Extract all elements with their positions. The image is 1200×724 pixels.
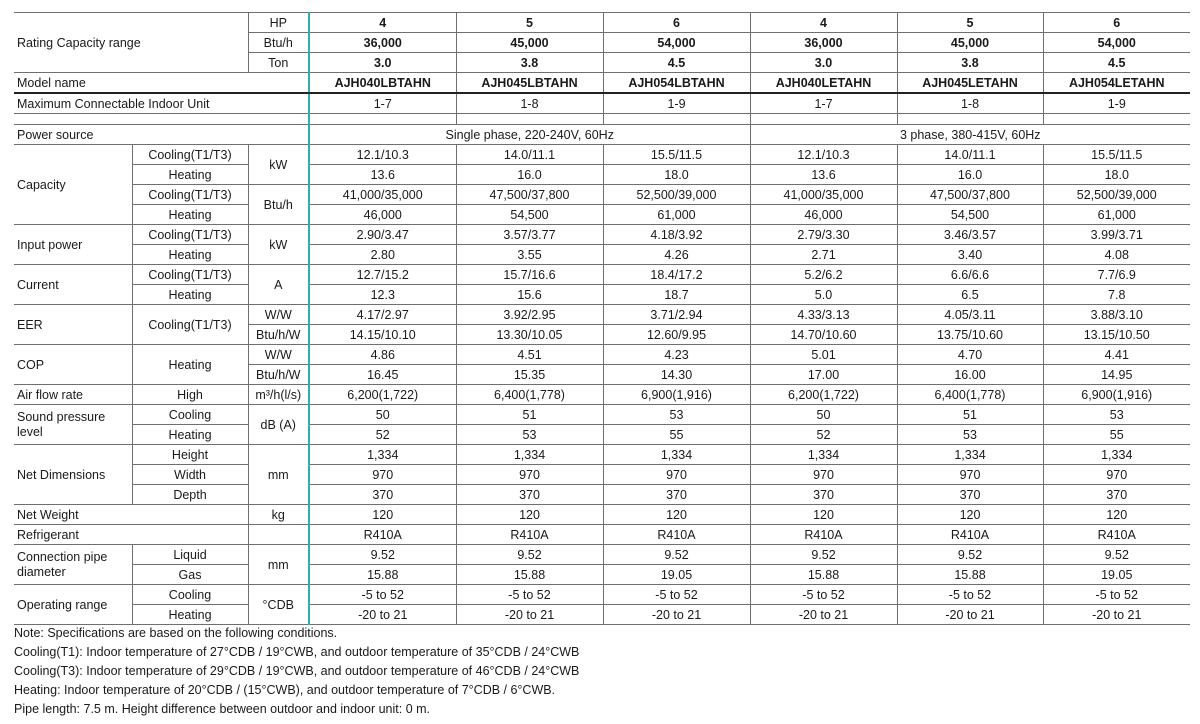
power-source-label: Power source (14, 125, 309, 145)
spec-value: 6.5 (897, 285, 1043, 305)
spec-value: 6,400(1,778) (897, 385, 1043, 405)
ton-value: 3.8 (456, 53, 603, 73)
ton-value: 3.0 (750, 53, 897, 73)
hp-value: 4 (750, 13, 897, 33)
spec-value: 14.30 (603, 365, 750, 385)
sound-pressure-row (14, 405, 1190, 425)
hp-row (14, 13, 1190, 33)
spec-value: 13.30/10.05 (456, 325, 603, 345)
spec-value: 53 (897, 425, 1043, 445)
spec-value: -5 to 52 (750, 585, 897, 605)
unit-label: Btu/h/W (248, 325, 309, 345)
condition-label: Cooling (132, 585, 248, 605)
spec-value: 4.51 (456, 345, 603, 365)
capacity-label: Capacity (14, 145, 132, 225)
note-line: Cooling(T3): Indoor temperature of 29°CDB / 19°CWB, and outdoor temperature of 46°CDB / 24°CWB (14, 664, 580, 678)
spec-value: 3.71/2.94 (603, 305, 750, 325)
spec-value: 54,500 (897, 205, 1043, 225)
hp-value: 4 (309, 13, 456, 33)
model-name: AJH040LBTAHN (309, 73, 456, 94)
unit-label (248, 525, 309, 545)
spec-value: 4.26 (603, 245, 750, 265)
condition-label: Heating (132, 205, 248, 225)
condition-label: Gas (132, 565, 248, 585)
cop-label: COP (14, 345, 132, 385)
spec-value: 1,334 (750, 445, 897, 465)
refrigerant-row (14, 525, 1190, 545)
spec-value: 370 (897, 485, 1043, 505)
model-name: AJH054LETAHN (1043, 73, 1190, 94)
spec-value: 2.90/3.47 (309, 225, 456, 245)
spec-value: 14.70/10.60 (750, 325, 897, 345)
refrigerant-label: Refrigerant (14, 525, 248, 545)
eer-label: EER (14, 305, 132, 345)
spec-value: 18.0 (1043, 165, 1190, 185)
unit-label: W/W (248, 345, 309, 365)
spec-value: 5.0 (750, 285, 897, 305)
unit-label: kg (248, 505, 309, 525)
model-name-label: Model name (14, 73, 309, 94)
spec-value: 51 (897, 405, 1043, 425)
note-line: Cooling(T1): Indoor temperature of 27°CDB / 19°CWB, and outdoor temperature of 35°CDB / 24°CWB (14, 645, 580, 659)
spacer-row (14, 114, 1190, 125)
spec-value: 9.52 (603, 545, 750, 565)
spec-value: 15.35 (456, 365, 603, 385)
spec-value: -20 to 21 (456, 605, 603, 625)
spec-value: 4.33/3.13 (750, 305, 897, 325)
notes (14, 624, 1190, 719)
spec-value: 14.0/11.1 (897, 145, 1043, 165)
spec-value: 9.52 (456, 545, 603, 565)
spec-value: 54,500 (456, 205, 603, 225)
spec-value: 41,000/35,000 (750, 185, 897, 205)
hp-value: 6 (603, 13, 750, 33)
ton-value: 4.5 (603, 53, 750, 73)
spec-value: 14.95 (1043, 365, 1190, 385)
condition-label: Cooling(T1/T3) (132, 145, 248, 165)
spec-value: 52 (750, 425, 897, 445)
spec-value: 370 (603, 485, 750, 505)
unit-label: A (248, 265, 309, 305)
spec-value: 370 (309, 485, 456, 505)
spec-value: 15.88 (309, 565, 456, 585)
condition-label: Height (132, 445, 248, 465)
spec-value: 41,000/35,000 (309, 185, 456, 205)
sound-pressure-label: Sound pressure level (14, 405, 132, 445)
spec-value: 15.5/11.5 (603, 145, 750, 165)
condition-label: Heating (132, 605, 248, 625)
spec-value: 4.23 (603, 345, 750, 365)
spec-value: 970 (603, 465, 750, 485)
max-indoor-value: 1-7 (309, 93, 456, 114)
max-indoor-value: 1-8 (456, 93, 603, 114)
spec-value: 3.55 (456, 245, 603, 265)
model-name: AJH045LBTAHN (456, 73, 603, 94)
input-power-row (14, 225, 1190, 245)
spec-value: 18.0 (603, 165, 750, 185)
spec-value: 55 (1043, 425, 1190, 445)
spec-value: -20 to 21 (1043, 605, 1190, 625)
condition-label: Cooling (132, 405, 248, 425)
spec-value: 19.05 (603, 565, 750, 585)
spec-value: 15.88 (897, 565, 1043, 585)
connection-pipe-row (14, 565, 1190, 585)
hp-label: HP (248, 13, 309, 33)
btuh-value: 45,000 (897, 33, 1043, 53)
eer-row (14, 305, 1190, 325)
spec-table (14, 12, 1190, 625)
btuh-value: 36,000 (309, 33, 456, 53)
spec-value: 61,000 (1043, 205, 1190, 225)
ton-value: 3.0 (309, 53, 456, 73)
spec-value: 2.80 (309, 245, 456, 265)
spec-value: 4.70 (897, 345, 1043, 365)
net-dimensions-row (14, 485, 1190, 505)
spec-value: 15.7/16.6 (456, 265, 603, 285)
spec-value: 6.6/6.6 (897, 265, 1043, 285)
max-indoor-label: Maximum Connectable Indoor Unit (14, 93, 309, 114)
spec-value: 2.79/3.30 (750, 225, 897, 245)
spec-value: 50 (309, 405, 456, 425)
spec-value: 7.8 (1043, 285, 1190, 305)
spec-value: 6,400(1,778) (456, 385, 603, 405)
spec-value: R410A (309, 525, 456, 545)
hp-value: 5 (456, 13, 603, 33)
btuh-value: 54,000 (603, 33, 750, 53)
spec-value: R410A (1043, 525, 1190, 545)
spec-value: 14.0/11.1 (456, 145, 603, 165)
net-weight-label: Net Weight (14, 505, 248, 525)
ton-value: 3.8 (897, 53, 1043, 73)
spec-value: 52,500/39,000 (1043, 185, 1190, 205)
spec-value: 16.45 (309, 365, 456, 385)
spec-value: 970 (309, 465, 456, 485)
spec-value: 14.15/10.10 (309, 325, 456, 345)
spec-value: 47,500/37,800 (456, 185, 603, 205)
spec-value: 3.99/3.71 (1043, 225, 1190, 245)
cop-row (14, 345, 1190, 365)
power-source-single-phase: Single phase, 220-240V, 60Hz (309, 125, 750, 145)
spec-value: 120 (1043, 505, 1190, 525)
condition-label: High (132, 385, 248, 405)
unit-label: °CDB (248, 585, 309, 625)
spec-value: 9.52 (897, 545, 1043, 565)
power-source-row (14, 125, 1190, 145)
spec-value: -20 to 21 (603, 605, 750, 625)
spec-value: 120 (456, 505, 603, 525)
spec-value: -5 to 52 (897, 585, 1043, 605)
model-row (14, 73, 1190, 94)
unit-label: mm (248, 545, 309, 585)
spec-value: 12.7/15.2 (309, 265, 456, 285)
spec-value: 51 (456, 405, 603, 425)
spec-value: 52,500/39,000 (603, 185, 750, 205)
net-weight-row (14, 505, 1190, 525)
unit-label: kW (248, 145, 309, 185)
spec-value: 46,000 (309, 205, 456, 225)
air-flow-rate-row (14, 385, 1190, 405)
capacity-row (14, 145, 1190, 165)
spec-value: 13.15/10.50 (1043, 325, 1190, 345)
btuh-value: 45,000 (456, 33, 603, 53)
net-dimensions-row (14, 445, 1190, 465)
spec-value: 5.01 (750, 345, 897, 365)
spec-table-container (14, 12, 1190, 625)
spec-value: 4.17/2.97 (309, 305, 456, 325)
unit-label: kW (248, 225, 309, 265)
spec-value: 12.1/10.3 (309, 145, 456, 165)
spec-value: R410A (750, 525, 897, 545)
condition-label: Heating (132, 165, 248, 185)
ton-label: Ton (248, 53, 309, 73)
connection-pipe-label: Connection pipe diameter (14, 545, 132, 585)
spec-value: 13.75/10.60 (897, 325, 1043, 345)
air-flow-rate-label: Air flow rate (14, 385, 132, 405)
spec-value: 18.4/17.2 (603, 265, 750, 285)
condition-label: Width (132, 465, 248, 485)
spec-value: 3.40 (897, 245, 1043, 265)
spec-value: 12.3 (309, 285, 456, 305)
spec-value: 970 (1043, 465, 1190, 485)
spec-value: 4.08 (1043, 245, 1190, 265)
max-indoor-row (14, 93, 1190, 114)
spec-value: 55 (603, 425, 750, 445)
capacity-row (14, 205, 1190, 225)
spec-value: 3.92/2.95 (456, 305, 603, 325)
btuh-value: 54,000 (1043, 33, 1190, 53)
capacity-row (14, 185, 1190, 205)
spec-value: 4.86 (309, 345, 456, 365)
condition-label: Cooling(T1/T3) (132, 305, 248, 345)
spec-value: -20 to 21 (897, 605, 1043, 625)
spec-value: R410A (603, 525, 750, 545)
spec-value: 47,500/37,800 (897, 185, 1043, 205)
spec-value: 4.18/3.92 (603, 225, 750, 245)
spec-value: 12.1/10.3 (750, 145, 897, 165)
unit-label: W/W (248, 305, 309, 325)
condition-label: Depth (132, 485, 248, 505)
spec-value: 1,334 (1043, 445, 1190, 465)
spec-value: 15.88 (456, 565, 603, 585)
spec-value: 9.52 (309, 545, 456, 565)
note-line: Pipe length: 7.5 m. Height difference between outdoor and indoor unit: 0 m. (14, 702, 431, 716)
spec-value: 53 (456, 425, 603, 445)
spec-value: 7.7/6.9 (1043, 265, 1190, 285)
model-name: AJH040LETAHN (750, 73, 897, 94)
spec-value: 3.46/3.57 (897, 225, 1043, 245)
spec-value: 120 (750, 505, 897, 525)
spec-value: 61,000 (603, 205, 750, 225)
spec-value: 17.00 (750, 365, 897, 385)
spec-value: 4.05/3.11 (897, 305, 1043, 325)
condition-label: Cooling(T1/T3) (132, 185, 248, 205)
operating-range-row (14, 605, 1190, 625)
sound-pressure-row (14, 425, 1190, 445)
spec-value: 15.5/11.5 (1043, 145, 1190, 165)
spec-value: 120 (897, 505, 1043, 525)
unit-label: Btu/h (248, 185, 309, 225)
condition-label: Cooling(T1/T3) (132, 225, 248, 245)
spec-value: 6,200(1,722) (309, 385, 456, 405)
unit-label: mm (248, 445, 309, 505)
unit-label: Btu/h/W (248, 365, 309, 385)
hp-value: 6 (1043, 13, 1190, 33)
ton-value: 4.5 (1043, 53, 1190, 73)
spec-value: 970 (750, 465, 897, 485)
spec-value: 53 (1043, 405, 1190, 425)
spec-value: 1,334 (456, 445, 603, 465)
spec-value: 370 (456, 485, 603, 505)
spec-value: 52 (309, 425, 456, 445)
btuh-label: Btu/h (248, 33, 309, 53)
spec-value: 120 (309, 505, 456, 525)
net-dimensions-row (14, 465, 1190, 485)
spec-value: 13.6 (750, 165, 897, 185)
btuh-value: 36,000 (750, 33, 897, 53)
spec-value: 16.0 (897, 165, 1043, 185)
spec-value: R410A (456, 525, 603, 545)
unit-label: m³/h(l/s) (248, 385, 309, 405)
spec-value: 9.52 (1043, 545, 1190, 565)
spec-value: -5 to 52 (603, 585, 750, 605)
spec-value: 6,900(1,916) (603, 385, 750, 405)
spec-value: 970 (897, 465, 1043, 485)
condition-label: Heating (132, 425, 248, 445)
condition-label: Heating (132, 345, 248, 385)
spec-value: -20 to 21 (750, 605, 897, 625)
spec-value: 1,334 (309, 445, 456, 465)
spec-value: 6,900(1,916) (1043, 385, 1190, 405)
spec-value: 970 (456, 465, 603, 485)
max-indoor-value: 1-9 (1043, 93, 1190, 114)
operating-range-label: Operating range (14, 585, 132, 625)
condition-label: Heating (132, 285, 248, 305)
spec-value: 2.71 (750, 245, 897, 265)
spec-value: 1,334 (897, 445, 1043, 465)
condition-label: Cooling(T1/T3) (132, 265, 248, 285)
max-indoor-value: 1-7 (750, 93, 897, 114)
spec-value: 13.6 (309, 165, 456, 185)
unit-label: dB (A) (248, 405, 309, 445)
model-name: AJH054LBTAHN (603, 73, 750, 94)
max-indoor-value: 1-8 (897, 93, 1043, 114)
spec-value: 50 (750, 405, 897, 425)
spec-value: 53 (603, 405, 750, 425)
net-dimensions-label: Net Dimensions (14, 445, 132, 505)
spec-value: 16.0 (456, 165, 603, 185)
spec-value: 18.7 (603, 285, 750, 305)
spec-value: -5 to 52 (309, 585, 456, 605)
spec-value: 4.41 (1043, 345, 1190, 365)
hp-value: 5 (897, 13, 1043, 33)
spec-value: R410A (897, 525, 1043, 545)
spec-value: 15.88 (750, 565, 897, 585)
note-line: Note: Specifications are based on the following conditions. (14, 626, 338, 640)
current-row (14, 265, 1190, 285)
spec-value: 1,334 (603, 445, 750, 465)
connection-pipe-row (14, 545, 1190, 565)
spec-value: 19.05 (1043, 565, 1190, 585)
capacity-row (14, 165, 1190, 185)
input-power-row (14, 245, 1190, 265)
spec-value: 16.00 (897, 365, 1043, 385)
spec-value: 5.2/6.2 (750, 265, 897, 285)
current-label: Current (14, 265, 132, 305)
spec-value: 6,200(1,722) (750, 385, 897, 405)
spec-value: 12.60/9.95 (603, 325, 750, 345)
spec-value: 46,000 (750, 205, 897, 225)
condition-label: Heating (132, 245, 248, 265)
spec-value: -20 to 21 (309, 605, 456, 625)
spec-table-body (14, 13, 1190, 625)
operating-range-row (14, 585, 1190, 605)
spec-value: -5 to 52 (456, 585, 603, 605)
current-row (14, 285, 1190, 305)
spec-value: 3.88/3.10 (1043, 305, 1190, 325)
note-line: Heating: Indoor temperature of 20°CDB / (15°CWB), and outdoor temperature of 7°CDB / 6°CWB. (14, 683, 556, 697)
max-indoor-value: 1-9 (603, 93, 750, 114)
spec-value: 370 (1043, 485, 1190, 505)
spec-value: 120 (603, 505, 750, 525)
rating-capacity-label: Rating Capacity range (14, 13, 248, 73)
condition-label: Liquid (132, 545, 248, 565)
power-source-three-phase: 3 phase, 380-415V, 60Hz (750, 125, 1190, 145)
spec-value: -5 to 52 (1043, 585, 1190, 605)
input-power-label: Input power (14, 225, 132, 265)
spec-value: 15.6 (456, 285, 603, 305)
spec-value: 3.57/3.77 (456, 225, 603, 245)
spec-value: 9.52 (750, 545, 897, 565)
spec-value: 370 (750, 485, 897, 505)
model-name: AJH045LETAHN (897, 73, 1043, 94)
